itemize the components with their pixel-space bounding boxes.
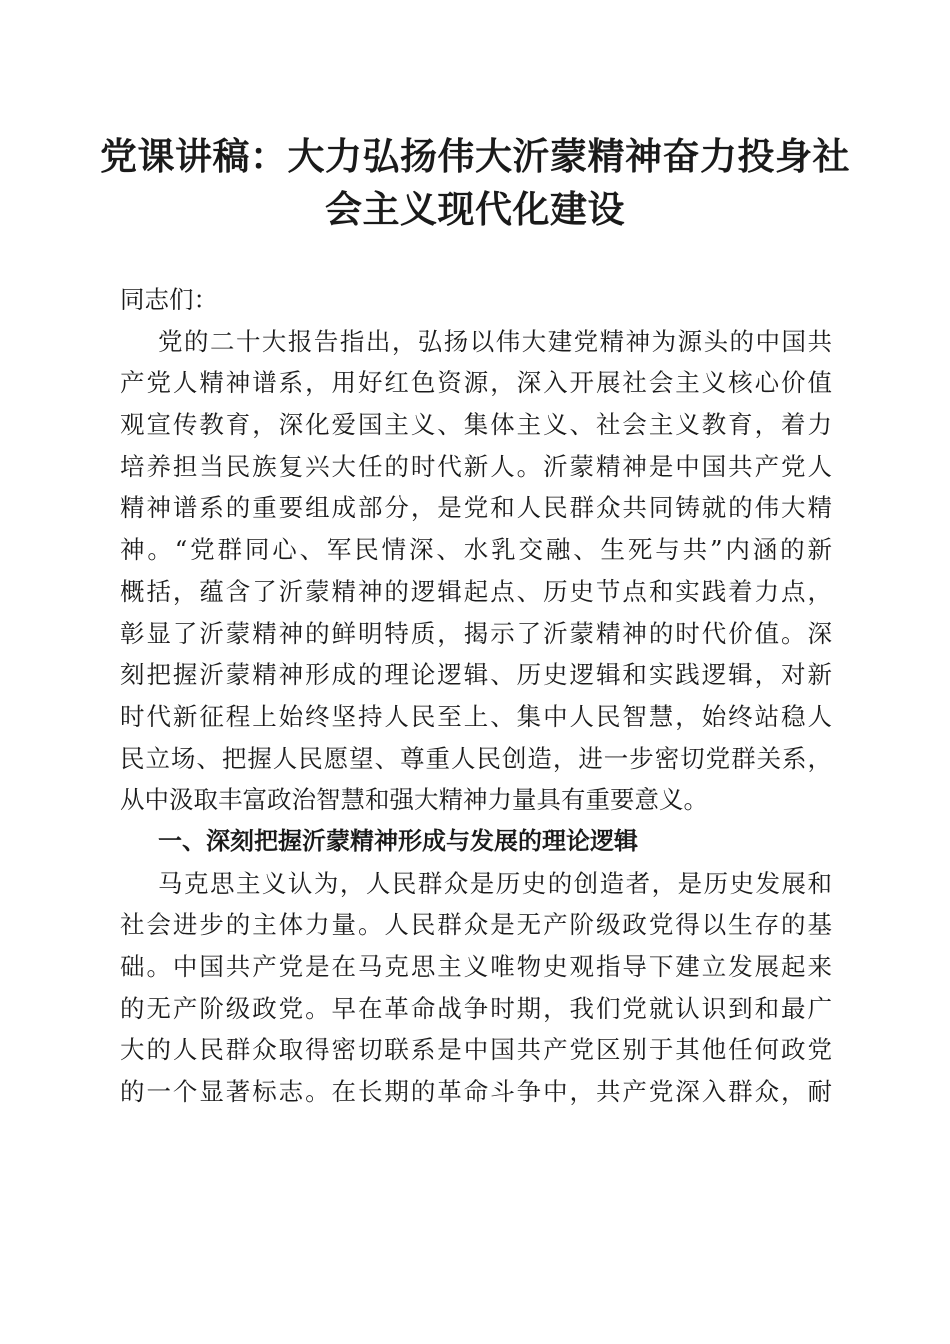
paragraph-line: 时代新征程上始终坚持人民至上、集中人民智慧，始终站稳人 [120,701,832,731]
paragraph-line: 概括，蕴含了沂蒙精神的逻辑起点、历史节点和实践着力点， [120,576,832,606]
paragraph-line: 培养担当民族复兴大任的时代新人。沂蒙精神是中国共产党人 [120,451,832,481]
paragraph-line: 刻把握沂蒙精神形成的理论逻辑、历史逻辑和实践逻辑，对新 [120,660,832,690]
paragraph-line: 大的人民群众取得密切联系是中国共产党区别于其他任何政党 [120,1035,832,1065]
paragraph-line: 党的二十大报告指出，弘扬以伟大建党精神为源头的中国共 [158,326,832,356]
paragraph-line: 精神谱系的重要组成部分，是党和人民群众共同铸就的伟大精 [120,493,832,523]
paragraph-line: 社会进步的主体力量。人民群众是无产阶级政党得以生存的基 [120,910,832,940]
section-heading-1: 一、深刻把握沂蒙精神形成与发展的理论逻辑 [158,826,638,855]
title-line-1: 党课讲稿：大力弘扬伟大沂蒙精神奋力投身社 [100,134,850,178]
paragraph-line: 的无产阶级政党。早在革命战争时期，我们党就认识到和最广 [120,993,832,1023]
title-line-2: 会主义现代化建设 [325,187,625,231]
document-title [100,130,850,236]
paragraph-line: 从中汲取丰富政治智慧和强大精神力量具有重要意义。 [120,785,708,815]
paragraph-line: 的一个显著标志。在长期的革命斗争中，共产党深入群众，耐 [120,1077,832,1107]
paragraph-1 [120,321,832,821]
paragraph-line: 民立场、把握人民愿望、尊重人民创造，进一步密切党群关系， [120,743,832,773]
paragraph-2 [120,863,832,1113]
salutation: 同志们： [120,285,218,314]
paragraph-line: 神。“党群同心、军民情深、水乳交融、生死与共”内涵的新 [120,535,832,565]
paragraph-line: 产党人精神谱系，用好红色资源，深入开展社会主义核心价值 [120,368,832,398]
document-body [120,279,832,1113]
paragraph-line: 础。中国共产党是在马克思主义唯物史观指导下建立发展起来 [120,952,832,981]
paragraph-line: 彰显了沂蒙精神的鲜明特质，揭示了沂蒙精神的时代价值。深 [120,618,832,648]
paragraph-line: 观宣传教育，深化爱国主义、集体主义、社会主义教育，着力 [120,410,832,440]
paragraph-line: 马克思主义认为，人民群众是历史的创造者，是历史发展和 [158,868,832,898]
